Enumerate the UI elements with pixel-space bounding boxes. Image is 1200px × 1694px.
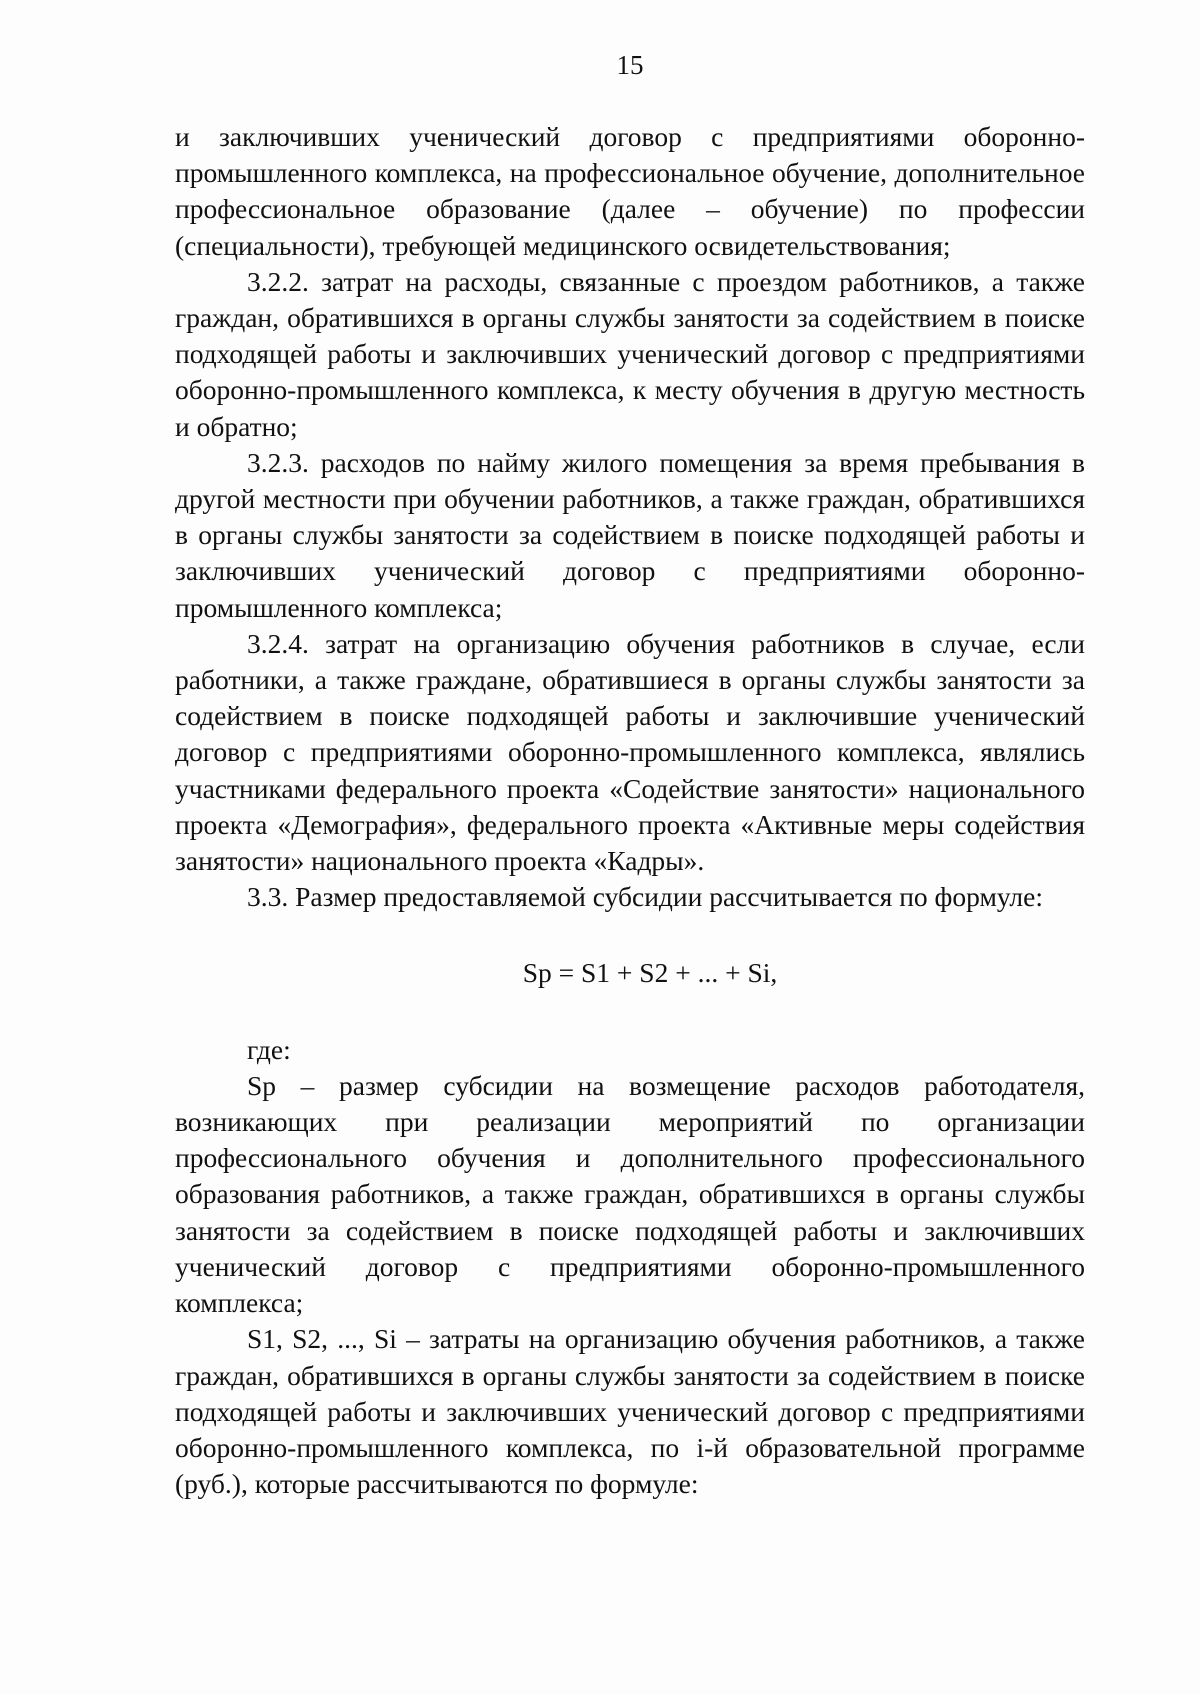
paragraph-3-2-2: 3.2.2. затрат на расходы, связанные с проездом работников, а также граждан, обратившихся в органы службы занятости за содействием в поиске подходящей работы и заключивших ученический договор с предприятиями оборонно-промышленного комплекса, к месту обучения в другую местность и обратно; (175, 265, 1085, 442)
paragraph-continuation: и заключивших ученический договор с предприятиями оборонно-промышленного комплекса, на профессиональное обучение, дополнительное профессиональное образование (далее – обучение) по профессии (специальности), требующей медицинского освидетельствования; (175, 121, 1085, 261)
formula-sp: Sp = S1 + S2 + ... + Si, (522, 957, 778, 989)
paragraph-3-3: 3.3. Размер предоставляемой субсидии рассчитывается по формуле: (247, 881, 1043, 913)
formula-where-label: где: (247, 1033, 291, 1065)
page-number: 15 (616, 50, 644, 80)
document-body (175, 119, 1085, 1502)
paragraph-3-2-3: 3.2.3. расходов по найму жилого помещения за время пребывания в другой местности при обучении работников, а также граждан, обратившихся в органы службы занятости за содействием в поиске подходящей работы и заключивших ученический договор с предприятиями оборонно-промышленного комплекса; (175, 446, 1085, 623)
definition-sp: Sp – размер субсидии на возмещение расходов работодателя, возникающих при реализации мероприятий по организации профессионального обучения и дополнительного профессионального образования работников, а также граждан, обратившихся в органы службы занятости за содействием в поиске подходящей работы и заключивших ученический договор с предприятиями оборонно-промышленного комплекса; (175, 1069, 1085, 1319)
paragraph-3-2-4: 3.2.4. затрат на организацию обучения работников в случае, если работники, а также граждане, обратившиеся в органы службы занятости за содействием в поиске подходящей работы и заключившие ученический договор с предприятиями оборонно-промышленного комплекса, являлись участниками федерального проекта «Содействие занятости» национального проекта «Демография», федерального проекта «Активные меры содействия занятости» национального проекта «Кадры». (175, 627, 1085, 877)
definition-s1-si: S1, S2, ..., Si – затраты на организацию обучения работников, а также граждан, обратившихся в органы службы занятости за содействием в поиске подходящей работы и заключивших ученический договор с предприятиями оборонно-промышленного комплекса, по i-й образовательной программе (руб.), которые рассчитываются по формуле: (175, 1323, 1085, 1500)
